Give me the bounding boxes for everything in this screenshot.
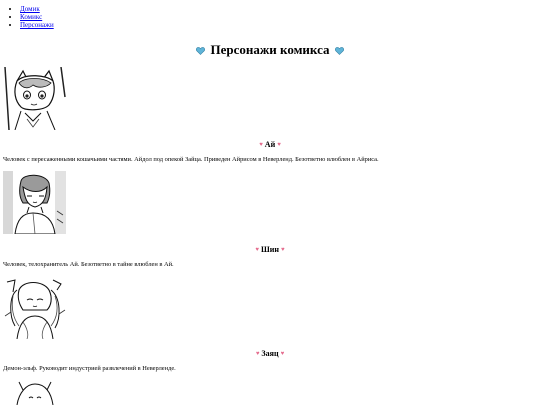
nav-item-characters	[20, 21, 54, 29]
character-portrait-shin	[3, 171, 66, 234]
character-name-zayats	[0, 349, 540, 359]
nav-item-comic	[20, 13, 54, 21]
character-name-text: Ай	[264, 140, 276, 149]
small-heart-icon: ♥	[277, 141, 281, 148]
main-nav	[0, 5, 54, 29]
small-heart-icon: ♥	[255, 350, 260, 357]
character-name-ai	[0, 140, 540, 150]
small-heart-icon: ♥	[259, 141, 263, 148]
character-name-text: Заяц	[261, 349, 279, 358]
heart-icon	[335, 47, 344, 55]
character-description-zayats: Демон-эльф. Руководит индустрией развлечений в Неверленде.	[3, 365, 176, 372]
nav-link-characters[interactable]: Персонажи	[20, 21, 54, 29]
small-heart-icon: ♥	[281, 246, 285, 253]
character-portrait-next-drawing	[3, 380, 66, 405]
heart-icon	[196, 47, 205, 55]
character-name-text: Шин	[260, 245, 279, 254]
nav-link-comic[interactable]: Комикс	[20, 13, 43, 21]
small-heart-icon: ♥	[255, 246, 259, 253]
small-heart-icon: ♥	[280, 350, 285, 357]
character-portrait-next	[3, 380, 66, 405]
character-description-ai: Человек с пересаженными кошачьими частями. Айдол под опекой Зайца. Приведен Айрисом в Неверленд. Безответно влюблен в Айриса.	[3, 156, 379, 163]
character-portrait-shin-drawing	[3, 171, 66, 234]
character-portrait-ai-drawing	[3, 67, 66, 130]
character-name-shin	[0, 245, 540, 255]
page-title	[0, 42, 540, 58]
page-title-text: Персонажи комикса	[210, 42, 330, 57]
character-portrait-zayats-drawing	[3, 276, 66, 339]
character-portrait-zayats	[3, 276, 66, 339]
character-portrait-ai	[3, 67, 66, 130]
character-description-shin: Человек, телохранитель Ай. Безответно в тайне влюблен в Ай.	[3, 261, 174, 268]
nav-link-home[interactable]: Домик	[20, 5, 40, 13]
nav-item-home	[20, 5, 54, 13]
